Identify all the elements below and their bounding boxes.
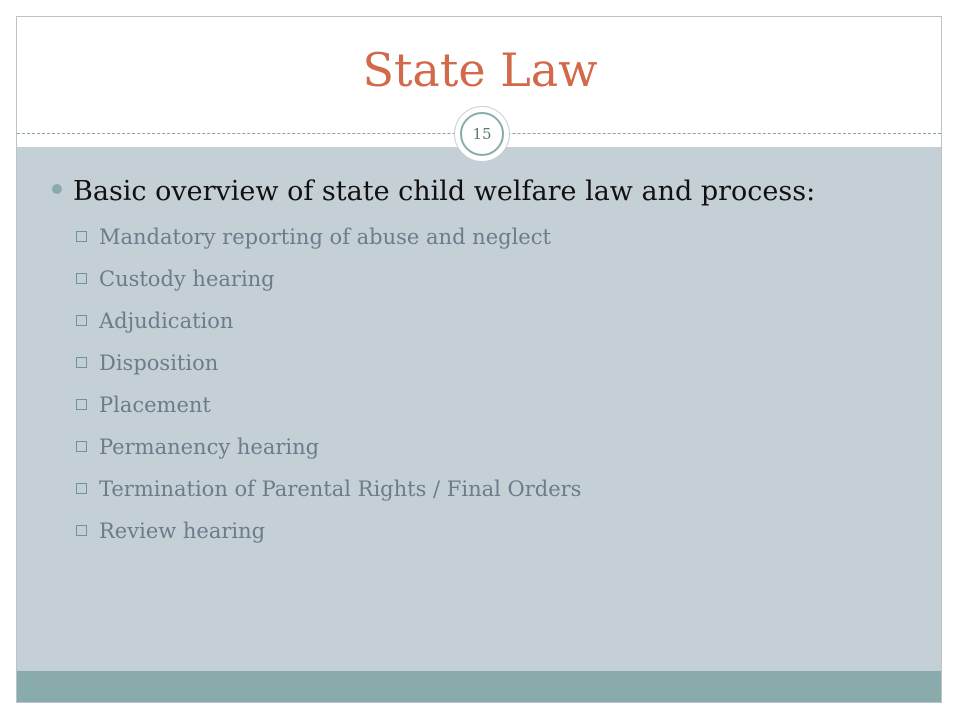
- sub-bullet-list: [76, 216, 581, 552]
- square-bullet-icon: [76, 357, 87, 368]
- list-item-text: Adjudication: [99, 309, 234, 333]
- page-number: 15: [460, 112, 504, 156]
- list-item-text: Review hearing: [99, 519, 266, 543]
- square-bullet-icon: [76, 441, 87, 452]
- list-item: [76, 342, 581, 384]
- list-item-text: Placement: [99, 393, 211, 417]
- main-bullet: [52, 172, 815, 212]
- square-bullet-icon: [76, 273, 87, 284]
- square-bullet-icon: [76, 315, 87, 326]
- list-item: [76, 216, 581, 258]
- list-item-text: Disposition: [99, 351, 219, 375]
- list-item: [76, 258, 581, 300]
- main-bullet-text: Basic overview of state child welfare law and process:: [73, 176, 816, 207]
- list-item-text: Custody hearing: [99, 267, 275, 291]
- list-item-text: Permanency hearing: [99, 435, 320, 459]
- square-bullet-icon: [76, 525, 87, 536]
- list-item-text: Mandatory reporting of abuse and neglect: [99, 225, 551, 249]
- page-number-badge: [455, 107, 509, 161]
- footer-bar: [17, 671, 941, 702]
- list-item: [76, 426, 581, 468]
- slide-title: State Law: [362, 43, 598, 97]
- square-bullet-icon: [76, 483, 87, 494]
- list-item-text: Termination of Parental Rights / Final Orders: [99, 477, 582, 501]
- square-bullet-icon: [76, 399, 87, 410]
- list-item: [76, 510, 581, 552]
- list-item: [76, 384, 581, 426]
- round-bullet-icon: [52, 184, 62, 194]
- list-item: [76, 468, 581, 510]
- list-item: [76, 300, 581, 342]
- square-bullet-icon: [76, 231, 87, 242]
